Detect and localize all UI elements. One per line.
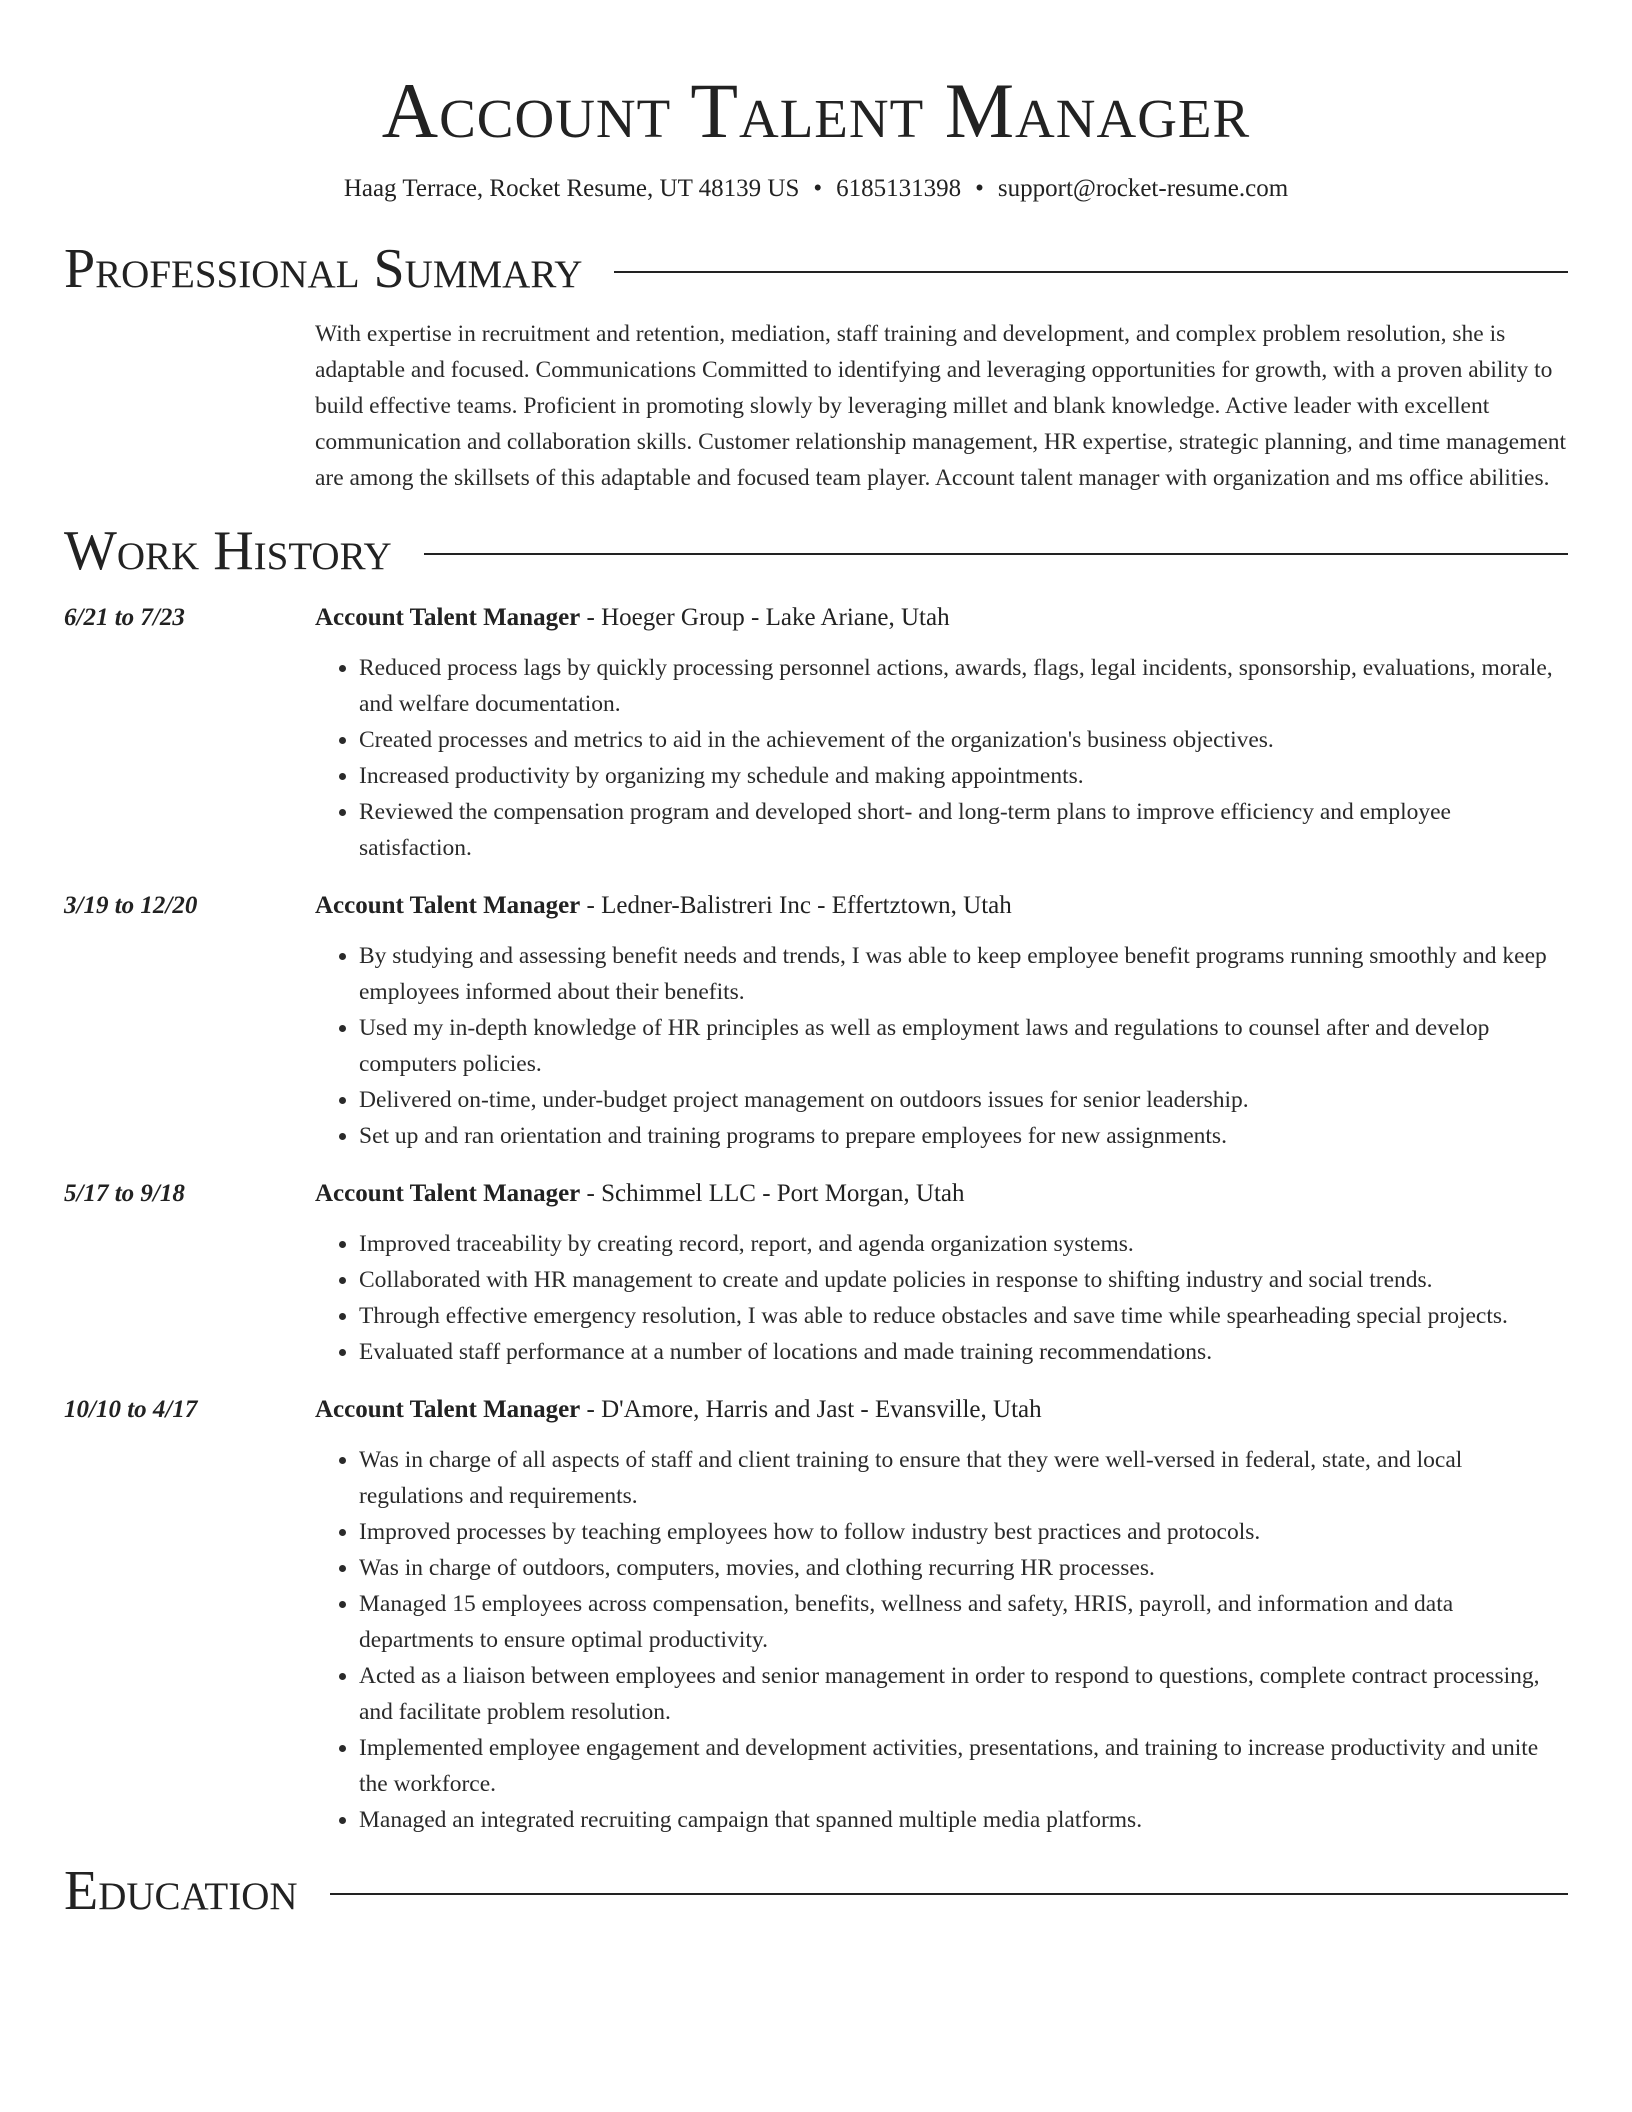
job-bullet: • Collaborated with HR management to create and update policies in response to shifting industry and social trends. bbox=[359, 1262, 1568, 1298]
job-heading bbox=[315, 1392, 1042, 1428]
job-dates: 5/17 to 9/18 bbox=[64, 1179, 185, 1207]
contact-separator: • bbox=[813, 175, 823, 202]
job-employer-location: - Ledner-Balistreri Inc - Effertztown, Utah bbox=[580, 891, 1012, 919]
job-heading bbox=[315, 600, 950, 636]
job-entry bbox=[64, 888, 1568, 1154]
job-bullets bbox=[315, 938, 1568, 1154]
job-bullet: • By studying and assessing benefit needs and trends, I was able to keep employee benefit programs running smoothly and keep employees informed about their benefits. bbox=[359, 938, 1568, 1010]
education-section-header bbox=[64, 1860, 1568, 1922]
job-header bbox=[64, 1392, 1568, 1428]
contact-line bbox=[64, 174, 1568, 204]
job-bullet: • Improved traceability by creating record, report, and agenda organization systems. bbox=[359, 1226, 1568, 1262]
job-title: Account Talent Manager bbox=[315, 603, 581, 631]
summary-text: With expertise in recruitment and retention, mediation, staff training and development, and complex problem resolution, she is adaptable and focused. Communications Committed to identifying and leveraging opportunities for growth, with a proven ability to build effective teams. Proficient in promoting slowly by leveraging millet and blank knowledge. Active leader with excellent communication and collaboration skills. Customer relationship management, HR expertise, strategic planning, and time management are among the skillsets of this adaptable and focused team player. Account talent manager with organization and ms office abilities. bbox=[315, 321, 1567, 491]
job-employer-location: - Schimmel LLC - Port Morgan, Utah bbox=[580, 1179, 965, 1207]
job-bullet: • Managed an integrated recruiting campaign that spanned multiple media platforms. bbox=[359, 1802, 1568, 1838]
job-bullet: • Increased productivity by organizing my schedule and making appointments. bbox=[359, 758, 1568, 794]
job-dates: 3/19 to 12/20 bbox=[64, 891, 198, 919]
job-heading bbox=[315, 888, 1012, 924]
work-history-list bbox=[64, 600, 1568, 1838]
education-section-title: Education bbox=[64, 1859, 298, 1922]
job-bullets bbox=[315, 1442, 1568, 1838]
job-heading bbox=[315, 1176, 965, 1212]
job-bullet: • Was in charge of all aspects of staff and client training to ensure that they were well-versed in federal, state, and local regulations and requirements. bbox=[359, 1442, 1568, 1514]
job-bullet: • Acted as a liaison between employees and senior management in order to respond to questions, complete contract processing, and facilitate problem resolution. bbox=[359, 1658, 1568, 1730]
work-section-title: Work History bbox=[64, 519, 392, 582]
job-header bbox=[64, 888, 1568, 924]
job-header bbox=[64, 1176, 1568, 1212]
job-employer-location: - Hoeger Group - Lake Ariane, Utah bbox=[580, 603, 950, 631]
job-bullet: • Created processes and metrics to aid in the achievement of the organization's business objectives. bbox=[359, 722, 1568, 758]
job-bullet: • Managed 15 employees across compensation, benefits, wellness and safety, HRIS, payroll, and information and data departments to ensure optimal productivity. bbox=[359, 1586, 1568, 1658]
job-title: Account Talent Manager bbox=[315, 1395, 581, 1423]
job-bullets bbox=[315, 1226, 1568, 1370]
work-section-header bbox=[64, 520, 1568, 582]
contact-phone: 6185131398 bbox=[836, 175, 962, 202]
job-bullet: • Used my in-depth knowledge of HR principles as well as employment laws and regulations to counsel after and develop computers policies. bbox=[359, 1010, 1568, 1082]
contact-email: support@rocket-resume.com bbox=[997, 175, 1289, 202]
candidate-name: Account Talent Manager bbox=[381, 67, 1251, 154]
job-dates: 10/10 to 4/17 bbox=[64, 1395, 198, 1423]
job-bullet: • Reviewed the compensation program and developed short- and long-term plans to improve efficiency and employee satisfaction. bbox=[359, 794, 1568, 866]
section-divider bbox=[614, 271, 1568, 273]
job-title: Account Talent Manager bbox=[315, 1179, 581, 1207]
job-bullet: • Implemented employee engagement and development activities, presentations, and training to increase productivity and unite the workforce. bbox=[359, 1730, 1568, 1802]
section-divider bbox=[330, 1893, 1568, 1895]
section-divider bbox=[424, 553, 1568, 555]
job-title: Account Talent Manager bbox=[315, 891, 581, 919]
job-bullet: • Delivered on-time, under-budget project management on outdoors issues for senior leadership. bbox=[359, 1082, 1568, 1118]
job-entry bbox=[64, 1392, 1568, 1838]
job-bullet: • Through effective emergency resolution, I was able to reduce obstacles and save time while spearheading special projects. bbox=[359, 1298, 1568, 1334]
summary-section-header bbox=[64, 238, 1568, 300]
job-bullet: • Was in charge of outdoors, computers, movies, and clothing recurring HR processes. bbox=[359, 1550, 1568, 1586]
job-employer-location: - D'Amore, Harris and Jast - Evansville, Utah bbox=[580, 1395, 1042, 1423]
summary-section-title: Professional Summary bbox=[64, 238, 583, 300]
job-bullets bbox=[315, 650, 1568, 866]
contact-separator: • bbox=[975, 175, 984, 202]
job-bullet: • Set up and ran orientation and training programs to prepare employees for new assignments. bbox=[359, 1118, 1568, 1154]
job-bullet: • Improved processes by teaching employees how to follow industry best practices and protocols. bbox=[359, 1514, 1568, 1550]
job-bullet: • Evaluated staff performance at a number of locations and made training recommendations. bbox=[359, 1334, 1568, 1370]
job-dates: 6/21 to 7/23 bbox=[64, 603, 185, 631]
resume-page bbox=[64, 0, 1568, 1922]
job-bullet: • Reduced process lags by quickly processing personnel actions, awards, flags, legal incidents, sponsorship, evaluations, morale, and welfare documentation. bbox=[359, 650, 1568, 722]
job-entry bbox=[64, 1176, 1568, 1370]
contact-address: Haag Terrace, Rocket Resume, UT 48139 US bbox=[343, 175, 800, 202]
job-header bbox=[64, 600, 1568, 636]
job-entry bbox=[64, 600, 1568, 866]
